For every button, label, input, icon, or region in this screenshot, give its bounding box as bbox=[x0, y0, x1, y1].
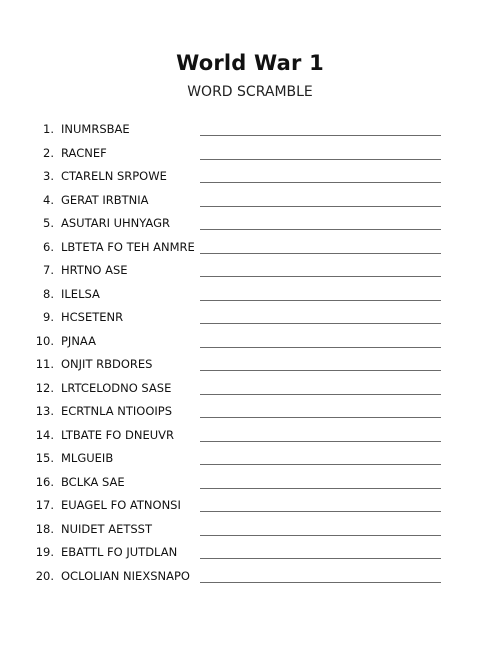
answer-line[interactable] bbox=[200, 206, 441, 207]
answer-line[interactable] bbox=[200, 535, 441, 536]
scramble-item bbox=[0, 120, 500, 144]
scrambled-word: LTBATE FO DNEUVR bbox=[61, 427, 174, 442]
scrambled-word: BCLKA SAE bbox=[61, 474, 125, 489]
item-number: 7. bbox=[43, 263, 54, 277]
item-number: 17. bbox=[35, 498, 54, 512]
scrambled-word: PJNAA bbox=[61, 333, 96, 348]
item-number: 15. bbox=[35, 451, 54, 465]
item-number: 20. bbox=[35, 568, 54, 583]
scrambled-word: ILELSA bbox=[61, 286, 100, 301]
worksheet-title: World War 1 bbox=[176, 51, 324, 75]
item-number: 9. bbox=[43, 310, 54, 324]
answer-line[interactable] bbox=[200, 558, 441, 559]
scramble-item bbox=[0, 567, 500, 591]
worksheet-subtitle: WORD SCRAMBLE bbox=[187, 84, 313, 100]
item-number: 14. bbox=[35, 427, 54, 442]
scramble-item bbox=[0, 355, 500, 379]
item-number: 16. bbox=[35, 474, 54, 489]
item-number: 11. bbox=[35, 357, 54, 371]
scramble-item bbox=[0, 285, 500, 309]
answer-line[interactable] bbox=[200, 417, 441, 418]
answer-line[interactable] bbox=[200, 347, 441, 348]
answer-line[interactable] bbox=[200, 441, 441, 442]
answer-line[interactable] bbox=[200, 394, 441, 395]
scramble-item bbox=[0, 473, 500, 497]
scramble-item bbox=[0, 191, 500, 215]
item-number: 5. bbox=[43, 216, 54, 230]
scramble-item bbox=[0, 332, 500, 356]
scramble-item bbox=[0, 496, 500, 520]
item-number: 12. bbox=[35, 380, 54, 395]
item-number: 19. bbox=[35, 545, 54, 559]
scrambled-word: NUIDET AETSST bbox=[61, 521, 152, 536]
scrambled-word: RACNEF bbox=[61, 145, 107, 160]
scrambled-word: EBATTL FO JUTDLAN bbox=[61, 545, 178, 559]
scrambled-word: LBTETA FO TEH ANMRE bbox=[61, 239, 195, 254]
item-number: 8. bbox=[43, 286, 54, 301]
scrambled-word: CTARELN SRPOWE bbox=[61, 169, 167, 183]
scrambled-word: GERAT IRBTNIA bbox=[61, 192, 149, 207]
answer-line[interactable] bbox=[200, 229, 441, 230]
scramble-item bbox=[0, 520, 500, 544]
scrambled-word: INUMRSBAE bbox=[61, 122, 130, 136]
answer-line[interactable] bbox=[200, 582, 441, 583]
scramble-item bbox=[0, 543, 500, 567]
scrambled-word: HRTNO ASE bbox=[61, 263, 128, 277]
answer-line[interactable] bbox=[200, 323, 441, 324]
scramble-item bbox=[0, 144, 500, 168]
scramble-item bbox=[0, 167, 500, 191]
scrambled-word: ONJIT RBDORES bbox=[61, 357, 153, 371]
scramble-item bbox=[0, 214, 500, 238]
answer-line[interactable] bbox=[200, 135, 441, 136]
scrambled-word: EUAGEL FO ATNONSI bbox=[61, 498, 181, 512]
scramble-item bbox=[0, 449, 500, 473]
scrambled-word: OCLOLIAN NIEXSNAPO bbox=[61, 568, 190, 583]
item-number: 1. bbox=[43, 122, 54, 136]
answer-line[interactable] bbox=[200, 300, 441, 301]
answer-line[interactable] bbox=[200, 276, 441, 277]
answer-line[interactable] bbox=[200, 464, 441, 465]
scramble-item bbox=[0, 308, 500, 332]
scramble-item bbox=[0, 261, 500, 285]
item-number: 18. bbox=[35, 521, 54, 536]
scramble-item bbox=[0, 379, 500, 403]
item-number: 3. bbox=[43, 169, 54, 183]
answer-line[interactable] bbox=[200, 159, 441, 160]
answer-line[interactable] bbox=[200, 182, 441, 183]
answer-line[interactable] bbox=[200, 488, 441, 489]
item-number: 6. bbox=[43, 239, 54, 254]
answer-line[interactable] bbox=[200, 370, 441, 371]
scrambled-word: ECRTNLA NTIOOIPS bbox=[61, 404, 173, 418]
scramble-item bbox=[0, 238, 500, 262]
scramble-item bbox=[0, 426, 500, 450]
scramble-list bbox=[0, 120, 500, 590]
item-number: 2. bbox=[43, 145, 54, 160]
answer-line[interactable] bbox=[200, 511, 441, 512]
scrambled-word: MLGUEIB bbox=[61, 451, 114, 465]
item-number: 13. bbox=[35, 404, 54, 418]
scrambled-word: HCSETENR bbox=[61, 310, 124, 324]
scrambled-word: ASUTARI UHNYAGR bbox=[61, 216, 170, 230]
scrambled-word: LRTCELODNO SASE bbox=[61, 380, 172, 395]
scramble-item bbox=[0, 402, 500, 426]
item-number: 4. bbox=[43, 192, 54, 207]
item-number: 10. bbox=[35, 333, 54, 348]
answer-line[interactable] bbox=[200, 253, 441, 254]
